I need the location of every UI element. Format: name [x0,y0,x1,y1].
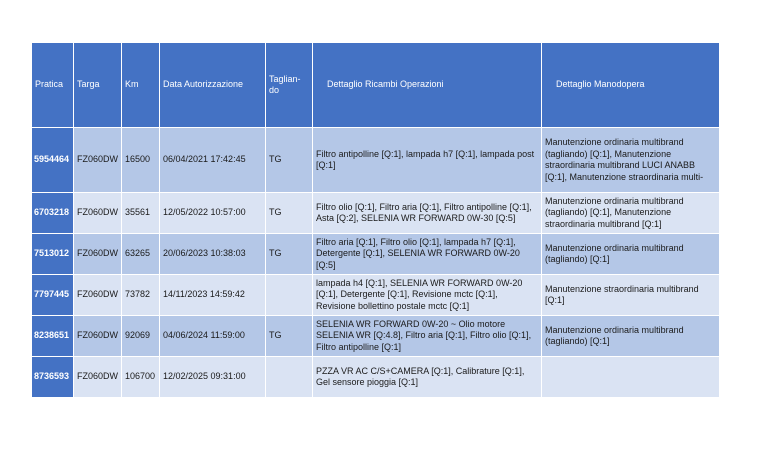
cell-pratica: 6703218 [32,193,74,234]
authorizations-table [32,43,720,398]
cell-ricambi: Filtro antipolline [Q:1], lampada h7 [Q:1], lampada post [Q:1] [313,128,542,193]
header-pratica: Pratica [32,43,74,128]
cell-pratica: 5954464 [32,128,74,193]
cell-ricambi: PZZA VR AC C/S+CAMERA [Q:1], Calibrature [Q:1], Gel sensore pioggia [Q:1] [313,357,542,398]
header-manodopera: Dettaglio Manodopera [542,43,720,128]
cell-manodopera: Manutenzione straordinaria multibrand [Q:1] [542,275,720,316]
cell-pratica: 8736593 [32,357,74,398]
cell-tagliando: TG [266,316,313,357]
cell-data: 14/11/2023 14:59:42 [160,275,266,316]
table-row [32,234,720,275]
cell-targa: FZ060DW [74,234,122,275]
cell-pratica: 7797445 [32,275,74,316]
header-tagliando: Taglian-do [266,43,313,128]
cell-data: 12/05/2022 10:57:00 [160,193,266,234]
header-ricambi: Dettaglio Ricambi Operazioni [313,43,542,128]
cell-targa: FZ060DW [74,128,122,193]
cell-manodopera: Manutenzione ordinaria multibrand (tagliando) [Q:1], Manutenzione straordinaria multibrand LUCI ANABB [Q:1], Manutenzione straordinaria multi- [542,128,720,193]
cell-ricambi: SELENIA WR FORWARD 0W-20 ~ Olio motore SELENIA WR [Q:4.8], Filtro aria [Q:1], Filtro olio [Q:1], Filtro antipolline [Q:1] [313,316,542,357]
cell-km: 106700 [122,357,160,398]
cell-data: 04/06/2024 11:59:00 [160,316,266,357]
cell-targa: FZ060DW [74,357,122,398]
cell-data: 06/04/2021 17:42:45 [160,128,266,193]
table-row [32,357,720,398]
cell-km: 35561 [122,193,160,234]
table-row [32,275,720,316]
cell-data: 20/06/2023 10:38:03 [160,234,266,275]
cell-targa: FZ060DW [74,275,122,316]
cell-pratica: 7513012 [32,234,74,275]
header-row [32,43,720,128]
cell-manodopera: Manutenzione ordinaria multibrand (tagliando) [Q:1] [542,234,720,275]
cell-km: 92069 [122,316,160,357]
cell-ricambi: Filtro olio [Q:1], Filtro aria [Q:1], Filtro antipolline [Q:1], Asta [Q:2], SELENIA WR FORWARD 0W-30 [Q:5] [313,193,542,234]
cell-km: 63265 [122,234,160,275]
cell-tagliando: TG [266,193,313,234]
cell-tagliando [266,357,313,398]
cell-pratica: 8238651 [32,316,74,357]
cell-ricambi: lampada h4 [Q:1], SELENIA WR FORWARD 0W-20 [Q:1], Detergente [Q:1], Revisione mctc [Q:1], Revisione bollettino postale mctc [Q:1] [313,275,542,316]
cell-km: 16500 [122,128,160,193]
cell-manodopera [542,357,720,398]
cell-manodopera: Manutenzione ordinaria multibrand (tagliando) [Q:1], Manutenzione straordinaria multibrand [Q:1] [542,193,720,234]
table-row [32,193,720,234]
header-km: Km [122,43,160,128]
cell-tagliando [266,275,313,316]
cell-km: 73782 [122,275,160,316]
header-targa: Targa [74,43,122,128]
table-row [32,316,720,357]
cell-tagliando: TG [266,234,313,275]
header-data-autorizzazione: Data Autorizzazione [160,43,266,128]
table-row [32,128,720,193]
cell-tagliando: TG [266,128,313,193]
cell-targa: FZ060DW [74,316,122,357]
cell-targa: FZ060DW [74,193,122,234]
cell-manodopera: Manutenzione ordinaria multibrand (tagliando) [Q:1] [542,316,720,357]
cell-ricambi: Filtro aria [Q:1], Filtro olio [Q:1], lampada h7 [Q:1], Detergente [Q:1], SELENIA WR FORWARD 0W-20 [Q:5] [313,234,542,275]
cell-data: 12/02/2025 09:31:00 [160,357,266,398]
